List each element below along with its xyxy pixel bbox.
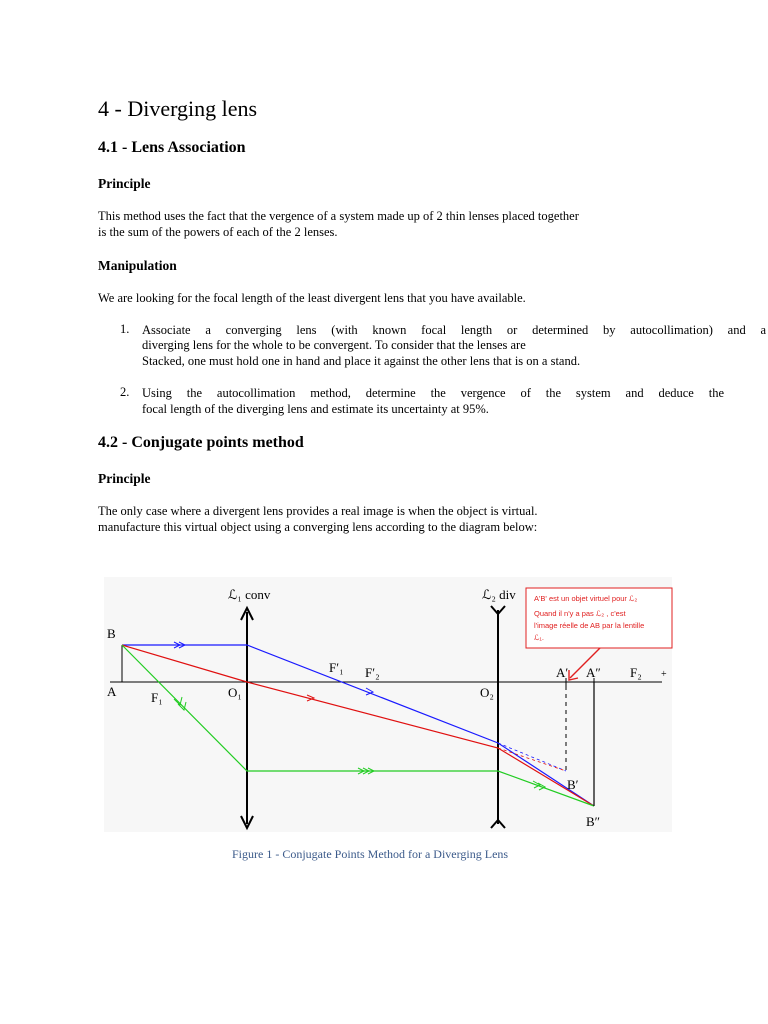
point-b-prime-label: B′ xyxy=(567,777,579,792)
manipulation-intro: We are looking for the focal length of the least divergent lens that you have available. xyxy=(98,291,526,305)
list-item-number: 2. xyxy=(120,385,130,399)
section-heading-conjugate-points: 4.2 - Conjugate points method xyxy=(98,434,304,451)
step-2-line-2: focal length of the diverging lens and estimate its uncertainty at 95%. xyxy=(142,402,489,416)
note-line-3: l'image réelle de AB par la lentille xyxy=(534,621,645,630)
list-item-number: 1. xyxy=(120,322,130,336)
manipulation-heading: Manipulation xyxy=(98,258,177,273)
principle-heading: Principle xyxy=(98,176,151,191)
point-f2-label: F₂ xyxy=(630,665,642,680)
point-f2-prime-label: F′₂ xyxy=(365,665,380,680)
principle-2-line-1: The only case where a divergent lens provides a real image is when the object is virtual. xyxy=(98,504,538,518)
point-b-double-prime-label: B″ xyxy=(586,814,601,829)
step-1-line-2: diverging lens for the whole to be convergent. To consider that the lenses are xyxy=(142,338,526,352)
lens-1-label: ℒ₁ conv xyxy=(228,587,271,602)
step-2-line-1: Using the autocollimation method, determine the vergence of the system and deduce the xyxy=(142,386,724,400)
principle-text-line-2: is the sum of the powers of each of the 2 lenses. xyxy=(98,225,338,239)
note-line-4: ℒ₁. xyxy=(534,633,545,642)
page-title: 4 - Diverging lens xyxy=(98,96,258,121)
step-1-line-1: Associate a converging lens (with known focal length or determined by autocollimation) and a xyxy=(142,323,766,337)
figure-caption: Figure 1 - Conjugate Points Method for a Diverging Lens xyxy=(232,847,509,861)
point-b-label: B xyxy=(107,626,116,641)
point-f1-label: F₁ xyxy=(151,690,163,705)
point-a-double-prime-label: A″ xyxy=(586,665,601,680)
point-f1-prime-label: F′₁ xyxy=(329,660,344,675)
point-a-label: A xyxy=(107,684,117,699)
principle-heading-2: Principle xyxy=(98,471,151,486)
point-o1-label: O₁ xyxy=(228,685,242,700)
lens-2-label: ℒ₂ div xyxy=(482,587,516,602)
section-heading-lens-association: 4.1 - Lens Association xyxy=(98,139,246,156)
principle-text-line-1: This method uses the fact that the vergence of a system made up of 2 thin lenses placed together xyxy=(98,209,579,223)
point-a-prime-label: A′ xyxy=(556,665,569,680)
principle-2-line-2: manufacture this virtual object using a converging lens according to the diagram below: xyxy=(98,520,538,534)
step-1-line-3: Stacked, one must hold one in hand and place it against the other lens that is on a stand. xyxy=(142,354,581,368)
note-line-2: Quand il n'y a pas ℒ₂ , c'est xyxy=(534,609,626,618)
point-o2-label: O₂ xyxy=(480,685,494,700)
annotation-note xyxy=(526,588,672,648)
axis-plus-label: + xyxy=(661,669,667,680)
note-line-1: A'B' est un objet virtuel pour ℒ₂ xyxy=(534,594,638,603)
